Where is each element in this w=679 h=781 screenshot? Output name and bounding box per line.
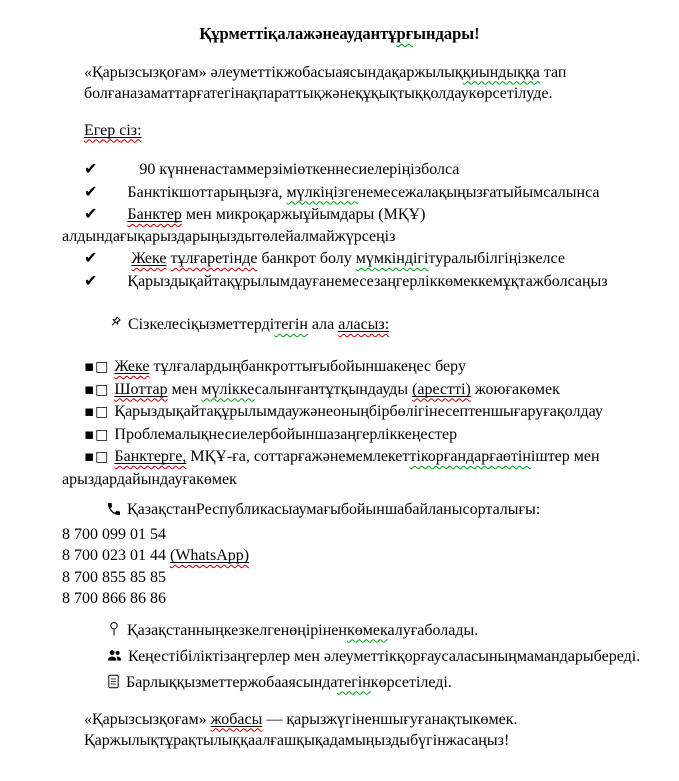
list-item: ▪□ Шоттар мен мүліккесалынғантұтқындауды (арестті) жоюғакөмек (84, 379, 560, 398)
list-item: ▪□ Банктерге, МҚҰ-ға, соттарғажәнемемлекеттікорғандарғаөтініштер мен арыздардайындауғакөмек (62, 447, 600, 488)
check-icon: ✔ (84, 248, 98, 267)
footer-block (84, 709, 664, 752)
bullet-icon: ▪ (84, 402, 95, 420)
checklist-item: ✔ Банктер мен микроқаржыұйымдары (МҚҰ) алдындағықарыздарыңыздытөлейалмайжүрсеңіз (62, 204, 426, 245)
check-icon: ✔ (84, 270, 98, 290)
list-item: ▪□ Проблемалықнесиелербойыншазаңгерліккеңестер (84, 424, 458, 443)
location-pin-icon (84, 620, 122, 645)
contact-heading: ҚазақстанРеспубликасыаумағыбойыншабайланысорталығы: (62, 499, 664, 524)
note-line: Кеңестібіліктізаңгерлер мен әлеуметтікқорғаусаласыныңмамандарыбереді. (62, 645, 664, 671)
checklist-item: ✔ Банктікшоттарыңызға, мүлкіңізгенемесежалақыңызғатыйымсалынса (84, 181, 600, 201)
bullet-icon: ▪ (84, 424, 95, 443)
bullet-box-icon: □ (95, 449, 109, 465)
bullet-box-icon: □ (95, 426, 109, 443)
bullet-box-icon: □ (95, 404, 109, 420)
contact-block (62, 499, 664, 610)
note-line: Барлыққызметтержобааясындатегінкөрсетіледі. (62, 671, 664, 697)
services-heading: Сізкелесіқызметтердітегін ала аласыз: (62, 314, 664, 339)
check-icon: ✔ (84, 181, 98, 201)
intro-paragraph: «Қарызсызқоғам» әлеуметтікжобасыаясындақаржылыққиындыққа тап болғаназаматтарғатегінақпараттықжәнеқұқықтыққолдаукөрсетілуде. (84, 63, 567, 102)
checklist-item: ✔ Қарыздықайтақұрылымдауғанемесезаңгерліккөмеккемұқтажболсаңыз (84, 270, 608, 290)
phone-icon (84, 501, 122, 524)
condition-heading: Егер сіз: (84, 121, 142, 139)
phone-number: 8 700 023 01 44 (WhatsApp) (62, 547, 250, 564)
footer-line: Қаржылықтұрақтылыққаалғашқықадамыңыздыбүгінжасаңыз! (84, 732, 510, 749)
checklist (62, 158, 664, 292)
bullet-box-icon: □ (95, 381, 109, 398)
footer-line: «Қарызсызқоғам» жобасы — қарызжүгіненшығуғанақтыкөмек. (84, 710, 518, 728)
bullet-icon: ▪ (84, 447, 95, 465)
check-icon: ✔ (84, 204, 98, 223)
note-line: Қазақстанныңкезкелгенөңіріненкөмекалуғаболады. (62, 619, 664, 645)
document-icon (84, 673, 121, 697)
checklist-item: ✔ Жеке тұлғаретінде банкрот болу мүмкіндігітуралыбілгіңізкелсе (84, 248, 565, 267)
phone-number: 8 700 855 85 85 (62, 568, 166, 586)
bullet-icon: ▪ (84, 357, 95, 375)
checklist-item: ✔ 90 күнненастаммерзіміөткеннесиелеріңізболса (84, 159, 460, 178)
phone-number: 8 700 099 01 54 (62, 525, 166, 543)
phone-number: 8 700 866 86 86 (62, 590, 166, 607)
page-title: Құрметтіқалажәнеаудантұрғындары! (199, 24, 480, 43)
list-item: ▪□ Қарыздықайтақұрылымдаужәнеоныңбірбөлігінесептеншығаруғақолдау (84, 402, 603, 420)
list-item: ▪□ Жеке тұлғалардыңбанкроттығыбойыншакеңес беру (84, 357, 466, 375)
people-icon (84, 648, 123, 671)
pushpin-icon (84, 315, 123, 339)
notes-block (62, 619, 664, 697)
bullet-box-icon: □ (95, 359, 109, 375)
bullet-icon: ▪ (84, 379, 95, 398)
check-icon: ✔ (84, 159, 98, 178)
services-list (62, 356, 664, 490)
